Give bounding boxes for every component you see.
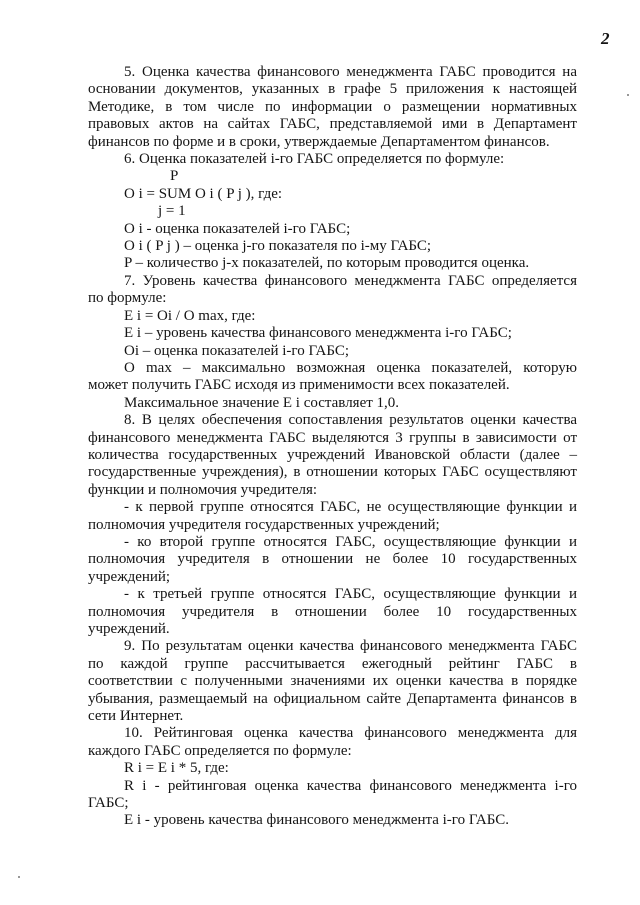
group-2-line: - ко второй группе относятся ГАБС, осуществляющие функции и bbox=[124, 533, 577, 550]
scan-speck bbox=[627, 94, 629, 96]
paragraph-8-line: количества государственных учреждений Ивановской области (далее – bbox=[88, 446, 577, 463]
group-1-line: - к первой группе относятся ГАБС, не осуществляющие функции и bbox=[124, 499, 577, 516]
paragraph-10-line: каждого ГАБС определяется по формуле: bbox=[88, 742, 352, 759]
definition-line: Oi – оценка показателей i-го ГАБС; bbox=[124, 342, 349, 359]
paragraph-9-line: убывания, размещаемый на официальном сайте Департамента финансов в bbox=[88, 690, 577, 707]
formula-sum-lower-limit: j = 1 bbox=[158, 203, 186, 220]
paragraph-8-line: финансового менеджмента ГАБС выделяются 3 группы в зависимости от bbox=[88, 429, 577, 446]
formula-oi: O i = SUM O i ( P j ), где: bbox=[124, 185, 283, 202]
max-value-note: Максимальное значение E i составляет 1,0. bbox=[124, 394, 400, 411]
document-body bbox=[88, 64, 577, 830]
group-3-line: учреждений. bbox=[88, 621, 170, 637]
definition-line: ГАБС; bbox=[88, 795, 129, 812]
paragraph-5-line: 5. Оценка качества финансового менеджмента ГАБС проводится на bbox=[124, 64, 577, 80]
paragraph-5-line: правовых актов на сайтах ГАБС, представляемой ими в Департамент bbox=[88, 116, 577, 133]
group-2-line: полномочия учредителя в отношении не более 10 государственных bbox=[88, 551, 577, 568]
group-3-line: - к третьей группе относятся ГАБС, осуществляющие функции и bbox=[124, 586, 577, 603]
formula-sum-upper-limit: P bbox=[170, 168, 179, 185]
definition-line: E i - уровень качества финансового менеджмента i-го ГАБС. bbox=[124, 812, 509, 829]
definition-line: O i ( P j ) – оценка j-го показателя по i-му ГАБС; bbox=[124, 238, 432, 255]
paragraph-8-line: 8. В целях обеспечения сопоставления результатов оценки качества bbox=[124, 412, 577, 429]
paragraph-8-line: государственные учреждения), в отношении которых ГАБС осуществляют bbox=[88, 464, 577, 481]
group-2-line: учреждений; bbox=[88, 568, 171, 585]
definition-line: E i – уровень качества финансового менеджмента i-го ГАБС; bbox=[124, 325, 512, 342]
definition-line: R i - рейтинговая оценка качества финансового менеджмента i-го bbox=[124, 777, 577, 794]
group-3-line: полномочия учредителя в отношении более 10 государственных bbox=[88, 603, 577, 620]
paragraph-7-line: по формуле: bbox=[88, 290, 167, 307]
paragraph-6: 6. Оценка показателей i-го ГАБС определяется по формуле: bbox=[124, 151, 505, 168]
paragraph-7-line: 7. Уровень качества финансового менеджмента ГАБС определяется bbox=[124, 272, 577, 289]
formula-ri: R i = E i * 5, где: bbox=[124, 760, 229, 777]
definition-line: P – количество j-х показателей, по которым проводится оценка. bbox=[124, 255, 530, 272]
definition-line: O i - оценка показателей i-го ГАБС; bbox=[124, 220, 351, 237]
paragraph-10-line: 10. Рейтинговая оценка качества финансового менеджмента для bbox=[124, 725, 577, 742]
paragraph-5-line: финансов по форме и в сроки, утверждаемые Департаментом финансов. bbox=[88, 133, 550, 150]
paragraph-9-line: по каждой группе рассчитывается ежегодный рейтинг ГАБС в bbox=[88, 655, 577, 672]
paragraph-8-line: функции и полномочия учредителя: bbox=[88, 481, 318, 498]
scan-speck bbox=[18, 876, 20, 878]
definition-line: может получить ГАБС исходя из применимости всех показателей. bbox=[88, 377, 510, 394]
paragraph-9-line: сети Интернет. bbox=[88, 708, 184, 725]
definition-line: O max – максимально возможная оценка показателей, которую bbox=[124, 359, 577, 376]
paragraph-9-line: соответствии с полученными значениями их оценки качества в порядке bbox=[88, 673, 577, 690]
paragraph-5-line: основании документов, указанных в графе 5 приложения к настоящей bbox=[88, 81, 577, 98]
paragraph-5-line: Методике, в том числе по информации о размещении нормативных bbox=[88, 98, 577, 115]
page-number: 2 bbox=[601, 29, 610, 48]
paragraph-9-line: 9. По результатам оценки качества финансового менеджмента ГАБС bbox=[124, 638, 577, 655]
formula-ei: E i = Oi / O max, где: bbox=[124, 307, 256, 324]
group-1-line: полномочия учредителя государственных учреждений; bbox=[88, 516, 440, 533]
